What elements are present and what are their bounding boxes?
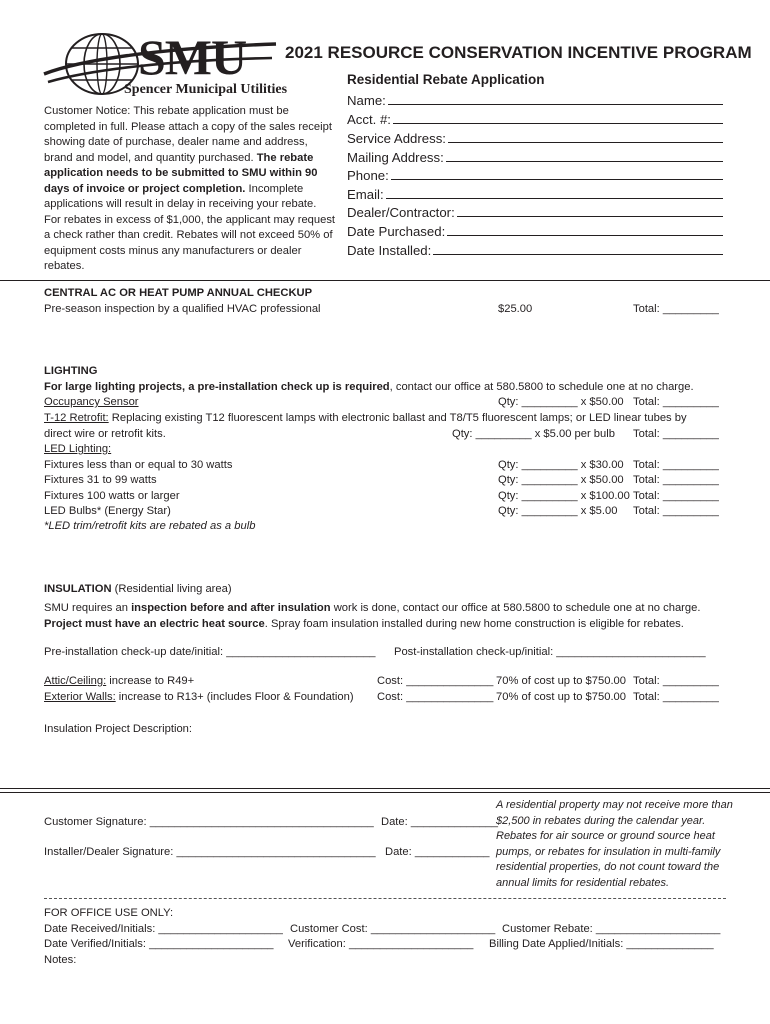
attic-ceiling-row: Attic/Ceiling: increase to R49+ bbox=[44, 675, 195, 687]
t12-qty[interactable]: Qty: _________ x $5.00 per bulb bbox=[452, 428, 615, 440]
dealer-contractor-field[interactable]: Dealer/Contractor: bbox=[347, 201, 723, 220]
account-field[interactable]: Acct. #: bbox=[347, 108, 723, 127]
name-field[interactable]: Name: bbox=[347, 89, 723, 108]
section-divider bbox=[0, 280, 770, 281]
led-footnote: *LED trim/retrofit kits are rebated as a bulb bbox=[44, 520, 256, 532]
led-item-label: Fixtures 100 watts or larger bbox=[44, 490, 180, 502]
led-item-label: Fixtures less than or equal to 30 watts bbox=[44, 459, 233, 471]
ac-total[interactable]: Total: _________ bbox=[633, 303, 719, 315]
office-heading: FOR OFFICE USE ONLY: bbox=[44, 907, 174, 919]
insulation-description: SMU requires an inspection before and after insulation work is done, contact our office at 580.5800 to schedule one at no charge. Project must have an electric heat source. Spray foam insulation installed during new home construction is eligible for rebates. bbox=[44, 602, 701, 630]
walls-total[interactable]: Total: _________ bbox=[633, 691, 719, 703]
led-item-total[interactable]: Total: _________ bbox=[633, 505, 719, 517]
ac-heading: CENTRAL AC OR HEAT PUMP ANNUAL CHECKUP bbox=[44, 287, 313, 299]
notes[interactable]: Notes: bbox=[44, 954, 77, 966]
phone-field[interactable]: Phone: bbox=[347, 164, 723, 183]
insulation-project-description[interactable]: Insulation Project Description: bbox=[44, 723, 192, 735]
occupancy-sensor-label: Occupancy Sensor bbox=[44, 396, 139, 408]
ac-price: $25.00 bbox=[498, 303, 533, 315]
post-installation-checkup[interactable]: Post-installation check-up/initial: ________________________ bbox=[394, 646, 706, 658]
t12-desc-cont: direct wire or retrofit kits. bbox=[44, 428, 166, 440]
service-address-field[interactable]: Service Address: bbox=[347, 127, 723, 146]
t12-retrofit: T-12 Retrofit: Replacing existing T12 fluorescent lamps with electronic ballast and T8/T5 fluorescent lamps; or LED linear tubes by bbox=[44, 412, 687, 424]
office-divider bbox=[44, 898, 726, 899]
date-verified[interactable]: Date Verified/Initials: ____________________ bbox=[44, 938, 274, 950]
program-title: 2021 RESOURCE CONSERVATION INCENTIVE PROGRAM bbox=[285, 43, 752, 62]
mailing-address-field[interactable]: Mailing Address: bbox=[347, 146, 723, 165]
rebate-limit-disclaimer: A residential property may not receive more than $2,500 in rebates during the calendar year. Rebates for air source or ground source heat pumps, or rebates for insulation in multi-family residential properties, do not count toward the annual limits for residential rebates. bbox=[496, 799, 733, 889]
led-item-qty[interactable]: Qty: _________ x $50.00 bbox=[498, 474, 624, 486]
customer-notice: Customer Notice: This rebate application must be completed in full. Please attach a copy of the sales receipt showing date of purchase, dealer name and address, brand and model, and quantity purchased. The rebate application needs to be submitted to SMU within 90 days of invoice or project completion. Incomplete applications will result in delay in receiving your rebate. For rebates in excess of $1,000, the applicant may request a check rather than credit. Rebates will not exceed 50% of equipment costs minus any manufacturers or dealer rebates. bbox=[44, 105, 336, 272]
section-divider bbox=[0, 788, 770, 789]
led-item-qty[interactable]: Qty: _________ x $100.00 bbox=[498, 490, 630, 502]
attic-percent: 70% of cost up to $750.00 bbox=[496, 675, 626, 687]
walls-percent: 70% of cost up to $750.00 bbox=[496, 691, 626, 703]
led-item-qty[interactable]: Qty: _________ x $5.00 bbox=[498, 505, 618, 517]
verification[interactable]: Verification: ____________________ bbox=[288, 938, 474, 950]
installer-signature-date[interactable]: Date: ____________ bbox=[385, 846, 490, 858]
attic-total[interactable]: Total: _________ bbox=[633, 675, 719, 687]
date-installed-field[interactable]: Date Installed: bbox=[347, 239, 723, 258]
section-divider bbox=[0, 792, 770, 793]
billing-date-applied[interactable]: Billing Date Applied/Initials: ______________ bbox=[489, 938, 714, 950]
email-field[interactable]: Email: bbox=[347, 183, 723, 202]
occupancy-qty[interactable]: Qty: _________ x $50.00 bbox=[498, 396, 624, 408]
logo-acronym: SMU bbox=[138, 29, 247, 85]
lighting-intro: For large lighting projects, a pre-installation check up is required, contact our office at 580.5800 to schedule one at no charge. bbox=[44, 381, 694, 393]
walls-cost[interactable]: Cost: ______________ bbox=[377, 691, 494, 703]
date-received[interactable]: Date Received/Initials: ____________________ bbox=[44, 923, 283, 935]
pre-installation-checkup[interactable]: Pre-installation check-up date/initial: ________________________ bbox=[44, 646, 376, 658]
led-item-label: LED Bulbs* (Energy Star) bbox=[44, 505, 171, 517]
attic-cost[interactable]: Cost: ______________ bbox=[377, 675, 494, 687]
customer-rebate[interactable]: Customer Rebate: ____________________ bbox=[502, 923, 721, 935]
led-item-total[interactable]: Total: _________ bbox=[633, 490, 719, 502]
insulation-heading: INSULATION (Residential living area) bbox=[44, 583, 232, 595]
form-title: Residential Rebate Application bbox=[347, 72, 545, 87]
lighting-heading: LIGHTING bbox=[44, 365, 98, 377]
led-heading: LED Lighting: bbox=[44, 443, 112, 455]
led-item-total[interactable]: Total: _________ bbox=[633, 474, 719, 486]
ac-description: Pre-season inspection by a qualified HVAC professional bbox=[44, 303, 321, 315]
t12-total[interactable]: Total: _________ bbox=[633, 428, 719, 440]
customer-cost[interactable]: Customer Cost: ____________________ bbox=[290, 923, 496, 935]
date-purchased-field[interactable]: Date Purchased: bbox=[347, 220, 723, 239]
customer-signature-date[interactable]: Date: ______________ bbox=[381, 816, 498, 828]
occupancy-total[interactable]: Total: _________ bbox=[633, 396, 719, 408]
led-item-label: Fixtures 31 to 99 watts bbox=[44, 474, 157, 486]
exterior-walls-row: Exterior Walls: increase to R13+ (includes Floor & Foundation) bbox=[44, 691, 354, 703]
logo-name: Spencer Municipal Utilities bbox=[124, 82, 288, 97]
led-item-qty[interactable]: Qty: _________ x $30.00 bbox=[498, 459, 624, 471]
led-item-total[interactable]: Total: _________ bbox=[633, 459, 719, 471]
installer-signature[interactable]: Installer/Dealer Signature: ________________________________ bbox=[44, 846, 376, 858]
customer-signature[interactable]: Customer Signature: ____________________________________ bbox=[44, 816, 374, 828]
